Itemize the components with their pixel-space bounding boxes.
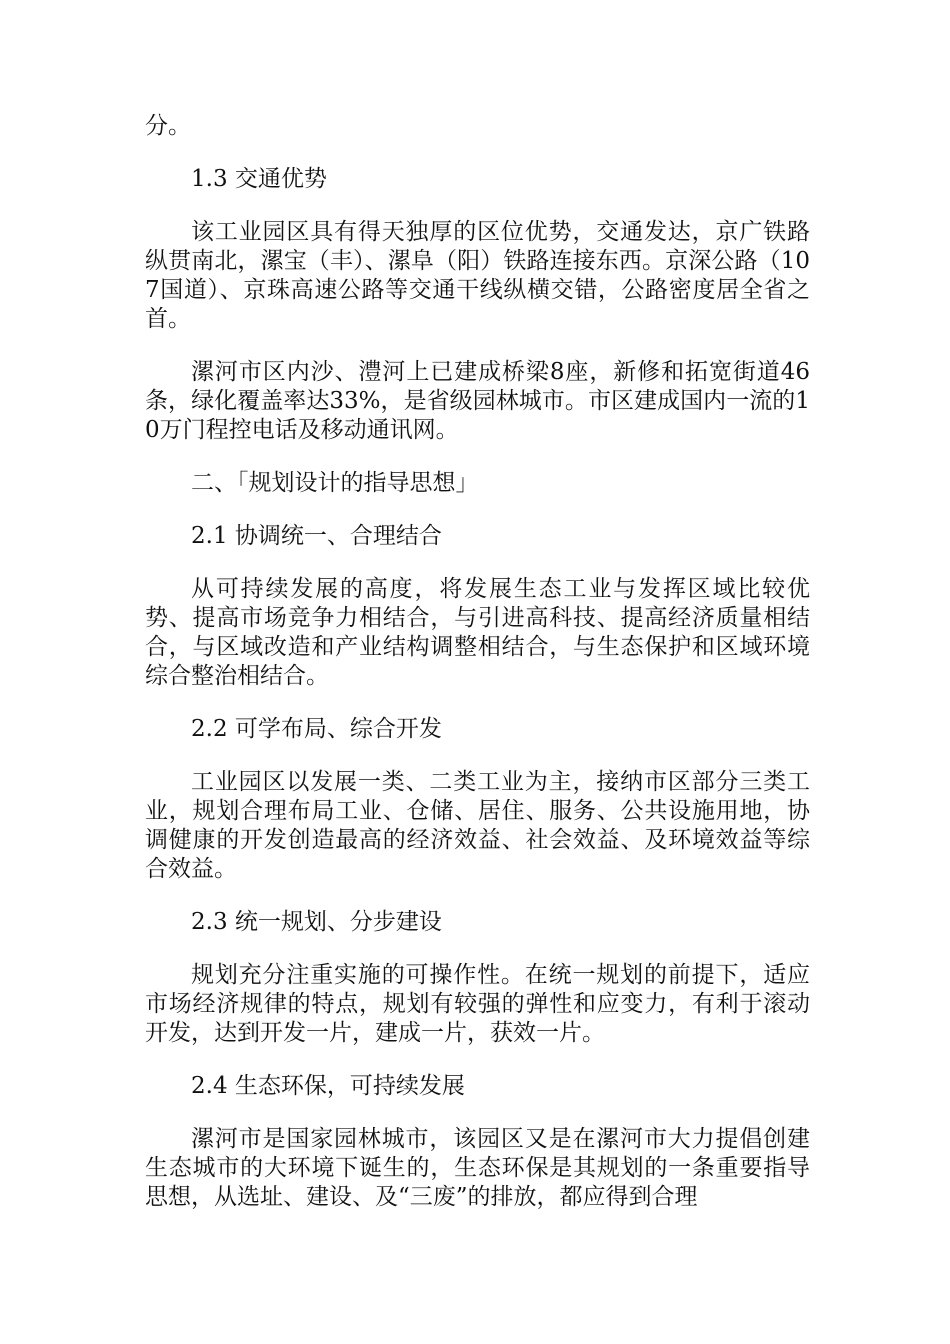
paragraph-layout: 工业园区以发展一类、二类工业为主，接纳市区部分三类工业，规划合理布局工业、仓储、居住、服务、公共设施用地，协调健康的开发创造最高的经济效益、社会效益、及环境效益等综合效益。 — [145, 769, 810, 882]
section-heading-2-2: 2.2 可学布局、综合开发 — [191, 716, 442, 742]
paragraph-transport-advantage: 该工业园区具有得天独厚的区位优势，交通发达，京广铁路纵贯南北，漯宝（丰）、漯阜（阳）铁路连接东西。京深公路（107国道）、京珠高速公路等交通干线纵横交错，公路密度居全省之首。 — [145, 219, 810, 332]
paragraph-ecology: 漯河市是国家园林城市，该园区又是在漯河市大力提倡创建生态城市的大环境下诞生的，生态环保是其规划的一条重要指导思想，从选址、建设、及“三废”的排放，都应得到合理 — [145, 1126, 810, 1210]
paragraph-coordination: 从可持续发展的高度，将发展生态工业与发挥区域比较优势、提高市场竞争力相结合，与引进高科技、提高经济质量相结合，与区域改造和产业结构调整相结合，与生态保护和区域环境综合整治相结合。 — [145, 576, 810, 689]
section-heading-2-4: 2.4 生态环保，可持续发展 — [191, 1073, 465, 1099]
section-heading-2: 二、「规划设计的指导思想」 — [191, 470, 479, 496]
paragraph-continuation: 分。 — [145, 113, 191, 139]
paragraph-phased-construction: 规划充分注重实施的可操作性。在统一规划的前提下，适应市场经济规律的特点，规划有较强的弹性和应变力，有利于滚动开发，达到开发一片，建成一片，获效一片。 — [145, 962, 810, 1046]
section-heading-2-3: 2.3 统一规划、分步建设 — [191, 909, 442, 935]
section-heading-2-1: 2.1 协调统一、合理结合 — [191, 523, 442, 549]
section-heading-1-3: 1.3 交通优势 — [191, 166, 327, 192]
paragraph-city-infrastructure: 漯河市区内沙、澧河上已建成桥梁8座，新修和拓宽街道46条，绿化覆盖率达33%，是省级园林城市。市区建成国内一流的10万门程控电话及移动通讯网。 — [145, 359, 810, 443]
document-body — [145, 112, 810, 1236]
